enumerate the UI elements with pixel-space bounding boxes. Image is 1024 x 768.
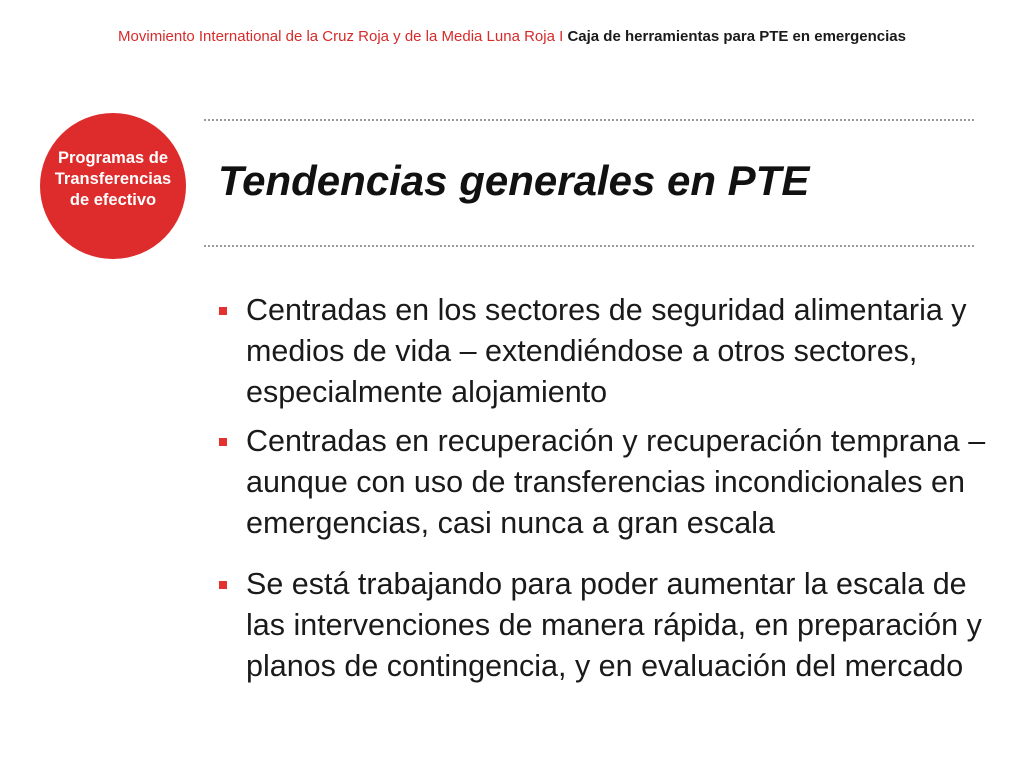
bullet-item xyxy=(216,290,996,413)
bullet-text: Centradas en recuperación y recuperación temprana – aunque con uso de transferencias incondicionales en emergencias, casi nunca a gran escala xyxy=(246,424,986,540)
bullet-square-icon xyxy=(219,307,227,315)
header-organization: Movimiento International de la Cruz Roja y de la Media Luna Roja xyxy=(118,28,555,45)
bullet-text: Centradas en los sectores de seguridad alimentaria y medios de vida – extendiéndose a otros sectores, especialmente alojamiento xyxy=(246,293,967,409)
slide-title: Tendencias generales en PTE xyxy=(218,157,810,204)
header-toolkit-title: Caja de herramientas para PTE en emergencias xyxy=(567,28,906,45)
bullet-item xyxy=(216,564,996,687)
title-rule-top xyxy=(204,119,974,121)
page-header xyxy=(0,28,1024,46)
section-badge xyxy=(40,113,186,259)
badge-label: Programas de Transferencias de efectivo xyxy=(54,148,172,209)
bullet-item xyxy=(216,421,996,544)
title-rule-bottom xyxy=(204,245,974,247)
header-separator: I xyxy=(554,28,568,45)
bullet-text: Se está trabajando para poder aumentar la escala de las intervenciones de manera rápida, en preparación y planos de contingencia, y en evaluación del mercado xyxy=(246,567,982,683)
bullet-square-icon xyxy=(219,438,227,446)
bullet-square-icon xyxy=(219,581,227,589)
bullet-list xyxy=(216,290,996,687)
